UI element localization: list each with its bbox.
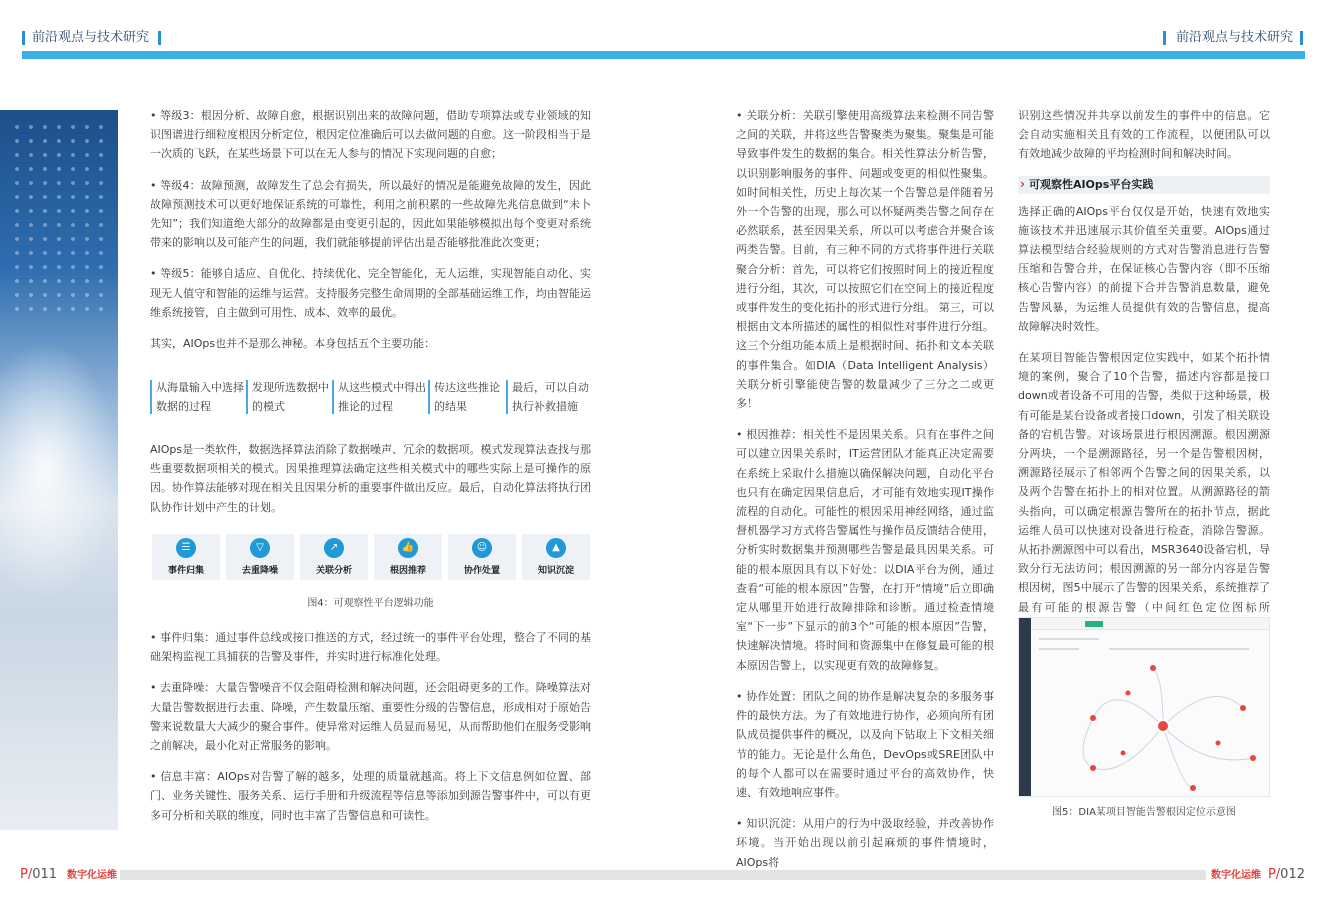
fn-card-correlation bbox=[300, 534, 368, 580]
aiops-desc-block bbox=[150, 440, 591, 529]
figure4-caption: 图4：可观察性平台逻辑功能 bbox=[307, 598, 434, 609]
root-cause-paragraph: • 根因推荐：相关性不是因果关系。只有在事件之间可以建立因果关系时，IT运营团队才能真正决定需要在系统上采取什么措施以确保解决问题，自动化平台也只有在确定因果信息后，才可能有效地实现IT操作流程的自动化。可能性的根因采用神经网络，通过监督机器学习方式将告警属性与操作员反馈结合使用，分析实时数据集并预测哪些告警是最具因果关系。可能的根本原因具有以下好处：以DIA平台为例，通过查看“可能的根本原因”告警，在打开“情境”后立即确定从哪里开始进行故障排除和诊断。通过检查情境室“下一步”下显示的前3个“可能的根本原因”告警，快速解决情境。将时间和资源集中在修复最可能的根本原因告警上，以实现更有效的故障修复。 bbox=[736, 428, 994, 672]
section-title: 可观察性AIOps平台实践 bbox=[1028, 178, 1154, 192]
practice-paragraph-2: 在某项目智能告警根因定位实践中，如某个拓扑情境的案例，聚合了10个告警，描述内容都是接口down或者设备不可用的告警，类似于这种场景，极有可能是某台设备或者接口down，引发了相关联设备的宕机告警。对该场景进行根因溯源。根因溯源分两块，一个是溯源路径，另一个是告警根因树，溯源路径展示了相邻两个告警之间的因果关系，以及两个告警在拓扑上的相对位置。从溯源路径的箭头指向，可以确定根源告警所在的拓扑节点，据此运维人员可以快速对设备进行检查，消除告警源。从拓扑溯源图中可以看出，MSR3640设备宕机，导致分行无法访问；根因溯源的另一部分内容是告警根因树，图5中展示了告警的因果关系，系统推荐了最有可能的根源告警（中间红色定位图标所 bbox=[1018, 351, 1270, 614]
fn-card-event-collect bbox=[152, 534, 220, 580]
left-page-prefix: P/ bbox=[20, 867, 33, 882]
right-section-tag: 数字化运维 bbox=[1208, 869, 1264, 882]
header-left-bar bbox=[22, 31, 25, 45]
fig5-line bbox=[1109, 648, 1249, 650]
five-functions-row bbox=[150, 378, 591, 416]
left-section-tag: 数字化运维 bbox=[64, 869, 120, 882]
collab-paragraph: • 协作处置：团队之间的协作是解决复杂的多服务事件的最快方法。为了有效地进行协作，必须向所有团队成员提供事件的概况，以及向下钻取上下文相关细节的能力。无论是什么角色，DevOps或SRE团队中的每个人都可以在需要时通过平台的高效协作，快速、有效地响应事件。 bbox=[736, 689, 994, 799]
decorative-photo bbox=[0, 110, 118, 830]
fig5-toolbar bbox=[1031, 618, 1269, 630]
event-collect-paragraph: • 事件归集：通过事件总线或接口推送的方式，经过统一的事件平台处理，整合了不同的基础架构监视工具捕获的告警及事件，并实时进行标准化处理。 bbox=[150, 631, 591, 664]
fig5-line bbox=[1039, 638, 1099, 640]
fn-card-label: 事件归集 bbox=[167, 566, 204, 576]
right-page-column-2 bbox=[1018, 106, 1270, 648]
list-icon: ☰ bbox=[176, 538, 196, 558]
header-left-bar-end bbox=[158, 31, 161, 45]
left-page-bottom-block bbox=[150, 628, 591, 837]
footer-rule-left bbox=[118, 870, 702, 880]
function-item: 从海量输入中选择数据的过程 bbox=[150, 378, 246, 416]
left-page-column bbox=[150, 106, 591, 365]
correlation-paragraph: • 关联分析：关联引擎使用高级算法来检测不同告警之间的关联，并将这些告警聚类为聚集。聚集是可能导致事件发生的数据的集合。相关性算法分析告警，以识别影响服务的事件、问题或变更的相似性聚集。如时间相关性，历史上每次某一个告警总是伴随着另外一个告警的出现，那么可以怀疑两类告警之间存在必然联系，甚至因果关系，所以可以考虑合并聚合该两类告警。目前，有三种不同的方式将事件进行关联聚合分析：首先，可以将它们按照时间上的接近程度进行分组，其次，可以按照它们在空间上的接近程度或事件发生的变化拓扑的形式进行分组。 第三，可以根据由文本所描述的属性的相似性对事件进行分组。 这三个分组功能本质上是根据时间、拓扑和文本关联的事件集合。如DIA（Data Intelligent Analysis）关联分析引擎能使告警的数量减少了三分之二或更多！ bbox=[736, 109, 994, 411]
function-item: 传达这些推论的结果 bbox=[428, 378, 506, 416]
header-rule bbox=[22, 51, 1305, 59]
fig5-topology-graph bbox=[1033, 658, 1269, 796]
right-page-column-1 bbox=[736, 106, 994, 884]
function-item: 发现所选数据中的模式 bbox=[246, 378, 332, 416]
fn-card-label: 协作处置 bbox=[463, 566, 500, 576]
figure5-screenshot bbox=[1018, 617, 1270, 797]
knowledge-paragraph: • 知识沉淀：从用户的行为中汲取经验，并改善协作环境。当开始出现以前引起麻烦的事件情境时， AIOps将 bbox=[736, 817, 994, 869]
aiops-desc-paragraph: AIOps是一类软件，数据选择算法消除了数据噪声、冗余的数据项。模式发现算法查找与那些重要数据项相关的模式。因果推理算法确定这些相关模式中的哪些实际上是可操作的原因。协作算法能够对现在相关且因果分析的重要事件做出反应。最后，自动化算法将执行团队协作计划中产生的计划。 bbox=[150, 443, 591, 514]
fn-card-label: 根因推荐 bbox=[389, 566, 426, 576]
right-page-number bbox=[1268, 867, 1305, 883]
right-page-prefix: P/ bbox=[1267, 867, 1281, 882]
fn-card-collab bbox=[448, 534, 516, 580]
fn-card-root-cause bbox=[374, 534, 442, 580]
footer-rule-right bbox=[650, 870, 1206, 880]
left-page-num: 011 bbox=[32, 867, 58, 882]
thumb-icon: 👍 bbox=[398, 538, 418, 558]
platform-functions-figure bbox=[152, 534, 590, 580]
fig5-tab bbox=[1085, 621, 1103, 627]
fn-card-knowledge bbox=[522, 534, 590, 580]
level4-paragraph: • 等级4：故障预测，故障发生了总会有损失，所以最好的情况是能避免故障的发生，因此故障预测技术可以更好地保证系统的可靠性，利用之前积累的一些故障先兆信息做到“未卜先知”；我们知道绝大部分的故障都是由变更引起的，因此如果能够模拟出每个变更对系统带来的影响以及可能产生的问题，我们就能够提前评估出是否能够批准此次变更； bbox=[150, 178, 591, 250]
level5-paragraph: • 等级5：能够自适应、自优化、持续优化、完全智能化，无人运维，实现智能自动化、实现无人值守和智能的运维与运营。支持服务完整生命周期的全部基础运维工作，均由智能运维系统接管，自主做到可用性、成本、效率的最优。 bbox=[150, 267, 591, 319]
fn-card-label: 去重降噪 bbox=[241, 566, 278, 576]
dedupe-paragraph: • 去重降噪：大量告警噪音不仅会阻碍检测和解决问题，还会阻碍更多的工作。降噪算法对大量告警数据进行去重、降噪，产生数量压缩、重要性分级的告警信息，形成相对于原始告警来说数量大大减少的聚合事件。使异常对运维人员显而易见，从而帮助他们在服务受影响之前解决，最小化对正常服务的影响。 bbox=[150, 681, 591, 753]
header-left-title: 前沿观点与技术研究 bbox=[32, 30, 150, 45]
function-item: 最后，可以自动执行补救措施 bbox=[506, 378, 590, 416]
filter-icon: ▽ bbox=[250, 538, 270, 558]
function-item: 从这些模式中得出推论的过程 bbox=[332, 378, 428, 416]
intro-paragraph: 其实，AIOps也并不是那么神秘。本身包括五个主要功能： bbox=[150, 337, 436, 351]
cap-icon: ▲ bbox=[546, 538, 566, 558]
team-icon: ☺ bbox=[472, 538, 492, 558]
level3-paragraph: • 等级3：根因分析、故障自愈，根据识别出来的故障问题，借助专项算法或专业领域的知识图谱进行细粒度根因分析定位，根因定位准确后可以去做问题的自愈。这一阶段相当于是一次质的飞跃，在某些场景下可以在无人参与的情况下实现问题的自愈； bbox=[150, 109, 591, 161]
chart-icon: ↗ bbox=[324, 538, 344, 558]
section-heading bbox=[1018, 176, 1270, 194]
fn-card-label: 关联分析 bbox=[315, 566, 352, 576]
header-right-bar bbox=[1163, 31, 1166, 45]
chevron-right-icon: › bbox=[1020, 177, 1025, 192]
figure5-caption: 图5：DIA某项目智能告警根因定位示意图 bbox=[1052, 807, 1236, 818]
right-page-num: 012 bbox=[1280, 867, 1305, 882]
info-rich-paragraph: • 信息丰富：AIOps对告警了解的越多，处理的质量就越高。将上下文信息例如位置、部门、业务关键性、服务关系、运行手册和升级流程等信息等添加到源告警事件中，可以有更多可分析和关联的维度，同时也丰富了告警信息和可读性。 bbox=[150, 770, 591, 822]
fn-card-dedupe bbox=[226, 534, 294, 580]
fig5-sidebar bbox=[1019, 618, 1031, 796]
fig5-line bbox=[1039, 648, 1079, 650]
header-right-bar-end bbox=[1300, 31, 1303, 45]
continuation-paragraph: 识别这些情况并共享以前发生的事件中的信息。它会自动实施相关且有效的工作流程，以便团队可以有效地减少故障的平均检测时间和解决时间。 bbox=[1018, 109, 1270, 161]
fn-card-label: 知识沉淀 bbox=[537, 566, 574, 576]
header-right-title: 前沿观点与技术研究 bbox=[1175, 30, 1293, 45]
left-page-number bbox=[20, 867, 57, 883]
practice-paragraph-1: 选择正确的AIOps平台仅仅是开始，快速有效地实施该技术并迅速展示其价值至关重要。AIOps通过算法模型结合经验规则的方式对告警消息进行告警压缩和告警合并，在保证核心告警内容（即不压缩核心告警内容）的前提下合并告警消息数量，避免告警风暴，为运维人员提供有效的告警信息，提高故障解决时效性。 bbox=[1018, 204, 1270, 333]
